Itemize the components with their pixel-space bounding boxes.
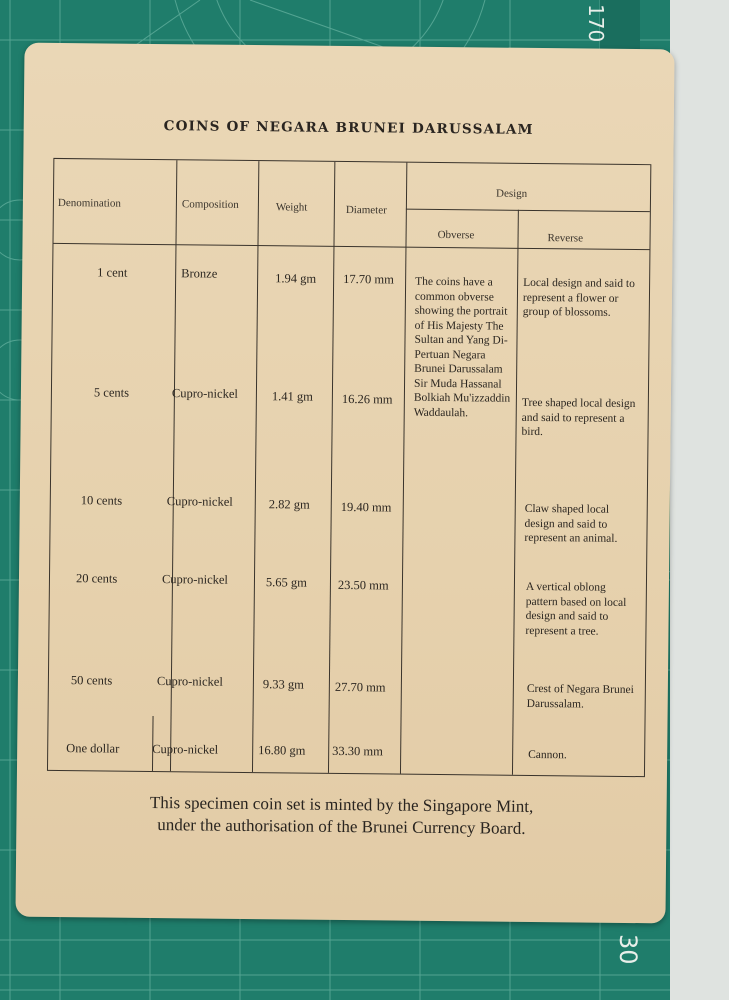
- row-3-denomination: 10 cents: [80, 493, 123, 508]
- row-2-composition: Cupro-nickel: [171, 386, 238, 401]
- header-design: Design: [495, 187, 528, 200]
- footer-line-1: This specimen coin set is minted by the Singapore Mint,: [149, 792, 534, 816]
- row-1-weight: 1.94 gm: [275, 271, 317, 286]
- footer-note: [16, 791, 666, 842]
- row-1-denomination: 1 cent: [97, 265, 128, 280]
- header-weight: Weight: [275, 201, 308, 214]
- ruler-label-170: 170: [584, 4, 608, 43]
- row-2-diameter: 16.26 mm: [341, 391, 393, 407]
- obverse-description: The coins have a common obverse showing the portrait of His Majesty The Sultan and Yang Di-Pertuan Negara Brunei Darussalam Sir Muda Hassanal Bolkiah Mu'izzaddin Waddaulah.: [413, 275, 511, 419]
- row-3-composition: Cupro-nickel: [166, 494, 233, 509]
- row-5-reverse: Crest of Negara Brunei Darussalam.: [526, 682, 634, 711]
- footer-line-2: under the authorisation of the Brunei Currency Board.: [157, 815, 526, 838]
- card-title: COINS OF NEGARA BRUNEI DARUSSALAM: [163, 118, 534, 138]
- header-composition: Composition: [181, 198, 239, 211]
- header-obverse: Obverse: [437, 228, 475, 242]
- row-6-weight: 16.80 gm: [258, 743, 306, 758]
- row-6-denomination: One dollar: [66, 741, 120, 756]
- row-4-denomination: 20 cents: [75, 571, 118, 586]
- row-5-diameter: 27.70 mm: [334, 679, 386, 695]
- row-6-diameter: 33.30 mm: [332, 743, 383, 759]
- row-divider: [406, 209, 650, 213]
- row-2-reverse: Tree shaped local design and said to represent a bird.: [521, 396, 636, 439]
- row-5-denomination: 50 cents: [70, 673, 113, 688]
- row-4-weight: 5.65 gm: [265, 575, 308, 590]
- coin-table: [47, 158, 651, 777]
- row-6-composition: Cupro-nickel: [152, 741, 219, 757]
- row-3-diameter: 19.40 mm: [340, 499, 392, 515]
- header-diameter: Diameter: [345, 203, 387, 217]
- row-5-composition: Cupro-nickel: [156, 674, 223, 689]
- col-divider: [252, 161, 259, 772]
- row-4-diameter: 23.50 mm: [337, 577, 389, 593]
- row-6-reverse: Cannon.: [528, 748, 567, 762]
- row-5-weight: 9.33 gm: [262, 677, 304, 692]
- header-reverse: Reverse: [547, 232, 584, 245]
- row-1-reverse: Local design and said to represent a flower or group of blossoms.: [522, 276, 635, 319]
- row-4-reverse: A vertical oblong pattern based on local design and said to represent a tree.: [525, 580, 627, 638]
- col-divider: [400, 163, 407, 774]
- row-3-reverse: Claw shaped local design and said to represent an animal.: [524, 502, 618, 545]
- ruler-label-30: 30: [614, 934, 642, 965]
- row-2-denomination: 5 cents: [93, 385, 130, 400]
- row-4-composition: Cupro-nickel: [161, 572, 229, 587]
- row-1-diameter: 17.70 mm: [343, 271, 394, 287]
- row-1-composition: Bronze: [181, 266, 218, 281]
- header-denomination: Denomination: [57, 196, 121, 210]
- row-2-weight: 1.41 gm: [271, 389, 313, 404]
- row-3-weight: 2.82 gm: [268, 497, 310, 512]
- coin-info-card: [15, 43, 674, 924]
